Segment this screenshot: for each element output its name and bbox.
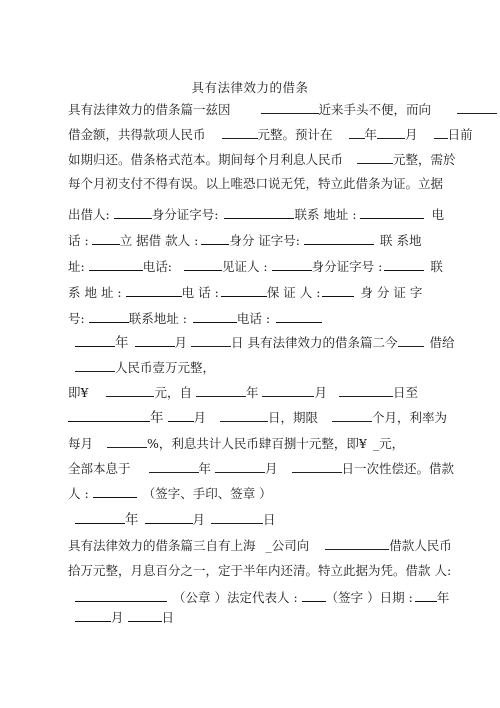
blank-field <box>93 485 137 498</box>
p3-line2: 拾万元整，月息百分之一，定于半年内还清。特立此据为凭。借款 人: <box>68 563 452 578</box>
blank-field <box>211 511 263 524</box>
blank-field <box>184 258 222 271</box>
p2-line3: 即¥ 元，自 年 月 日至 <box>68 385 419 400</box>
blank-field <box>75 334 115 347</box>
p1-line8: 系 地 址 : 电 话 : 保 证 人 : 身 分 证 字 <box>68 285 423 300</box>
p1-line6: 话 : 立 据借 款人 : 身分 证字号: 联 系地 <box>68 233 422 248</box>
blank-field <box>215 460 265 473</box>
blank-field <box>224 206 294 219</box>
blank-field <box>145 511 193 524</box>
blank-field <box>322 284 354 297</box>
p2-line8: 年 月 日 <box>75 511 430 528</box>
blank-field <box>196 384 246 397</box>
blank-field <box>276 310 322 323</box>
blank-field <box>357 151 393 164</box>
document-title: 具有法律效力的借条 <box>191 80 309 95</box>
blank-field <box>191 334 231 347</box>
blank-field <box>304 232 374 245</box>
blank-field <box>114 206 152 219</box>
blank-field <box>126 284 182 297</box>
p1-line4: 每个月初支付不得有误。以上唯恐口说无凭，特立此借条为证。立据 <box>68 176 444 191</box>
blank-field <box>398 334 424 347</box>
blank-field <box>107 435 147 448</box>
blank-field <box>75 609 111 622</box>
p1-line9: 号: 联系地址 : 电话 : <box>68 310 430 327</box>
p3-line4: 月 日 <box>75 609 430 626</box>
p2-line4: 年 月 日，期限 个月，利率为 <box>68 409 430 426</box>
p3-line3: （公章 ）法定代表人 : （签字 ）日期 : 年 <box>75 589 430 606</box>
blank-field <box>135 334 175 347</box>
blank-field <box>128 609 162 622</box>
blank-field <box>75 359 115 372</box>
blank-field <box>292 460 342 473</box>
blank-field <box>339 384 393 397</box>
blank-field <box>106 384 154 397</box>
blank-field <box>68 409 150 422</box>
p2-line5: 每月 %，利息共计人民币肆百捌十元整，即¥ _元， <box>68 436 405 451</box>
blank-field <box>262 384 314 397</box>
p3-line1: 具有法律效力的借条篇三自有上海 _公司向 借款人民币 <box>68 538 452 553</box>
blank-field <box>302 589 326 602</box>
p1-line1: 具有法律效力的借条篇一兹因 近来手头不便，而向 <box>68 101 430 118</box>
p2-line1: 年 月 日 具有法律效力的借条篇二今 借给 <box>75 334 430 351</box>
blank-field <box>168 409 194 422</box>
blank-field <box>220 409 268 422</box>
blank-field <box>149 460 199 473</box>
blank-field <box>332 409 372 422</box>
blank-field <box>221 284 267 297</box>
p2-line6: 全部本息于 年 月 日一次性偿还。借款 <box>68 461 455 476</box>
p2-line7: 人 : （签字、手印、签章 ） <box>68 486 272 501</box>
blank-field <box>384 258 424 271</box>
blank-field <box>415 589 437 602</box>
blank-field <box>89 310 129 323</box>
p2-line2: 人民币壹万元整， <box>75 359 430 376</box>
blank-field <box>377 126 405 139</box>
blank-field <box>325 537 389 550</box>
p1-line3: 如期归还。借条格式范本。期间每个月利息人民币 元整，需於 <box>68 152 456 167</box>
blank-field <box>222 126 258 139</box>
blank-field <box>75 511 125 524</box>
blank-field <box>434 126 448 139</box>
blank-field <box>272 258 312 271</box>
blank-field <box>92 232 120 245</box>
blank-field <box>457 101 497 114</box>
blank-field <box>89 258 143 271</box>
blank-field <box>261 101 319 114</box>
blank-field <box>201 232 229 245</box>
p1-line7: 址: 电话: 见证人 : 身分证字号 : 联 <box>68 259 443 274</box>
p1-line5: 出借人: 身分证字号: 联系 地址 : 电 <box>68 207 445 222</box>
blank-field <box>360 206 424 219</box>
p1-line2: 借金额，共得款项人民币 元整。预计在 年 月 日前 <box>68 127 473 142</box>
blank-field <box>193 310 237 323</box>
blank-field <box>75 589 167 602</box>
blank-field <box>349 126 365 139</box>
